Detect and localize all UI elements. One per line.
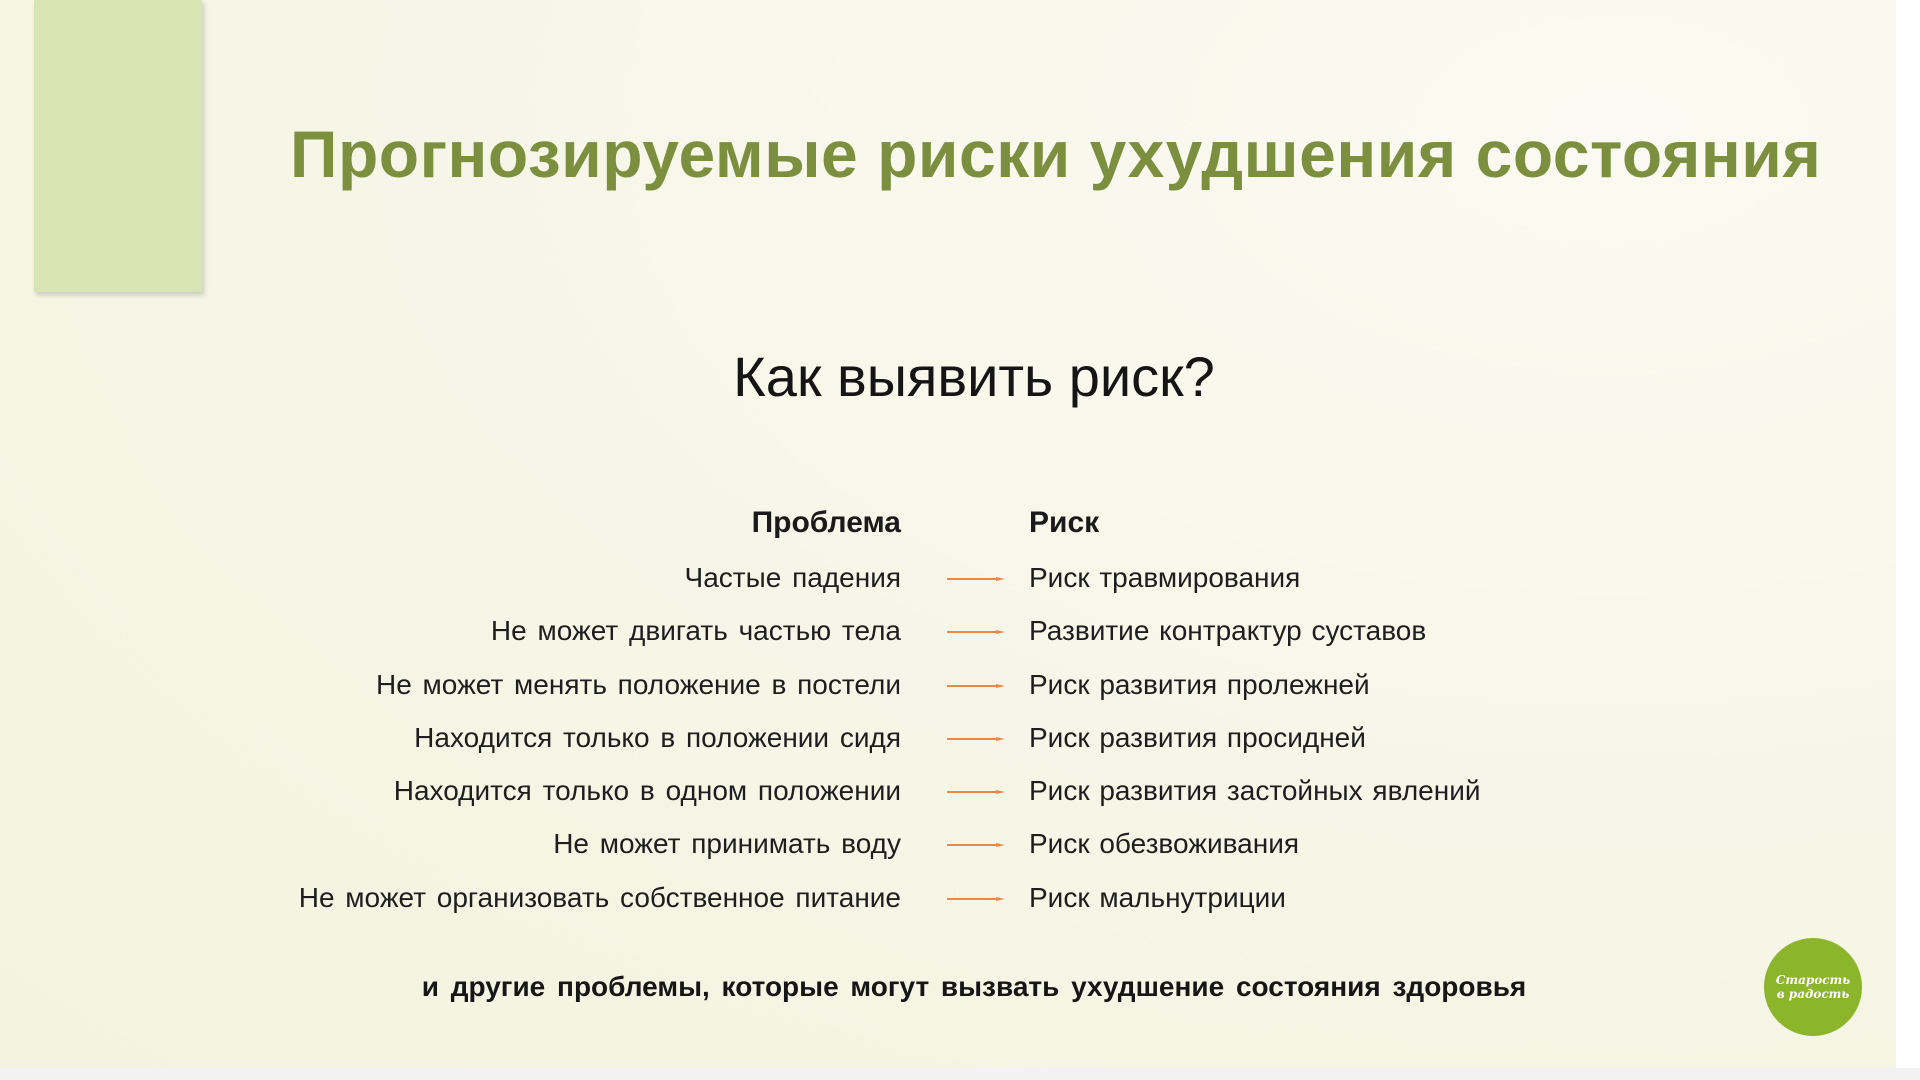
problem-text: Не может организовать собственное питание <box>298 881 901 913</box>
page-margin-right <box>1896 0 1920 1080</box>
risk-text: Риск развития просидней <box>1029 721 1366 753</box>
right-arrow-icon <box>947 684 1005 688</box>
right-arrow-icon <box>947 897 1005 901</box>
accent-block <box>34 0 202 292</box>
logo-text-line-2: в радость <box>1776 987 1850 1001</box>
list-item <box>0 772 1896 825</box>
list-item <box>0 879 1896 932</box>
footer-note: и другие проблемы, которые могут вызвать ухудшение состояния здоровья <box>421 971 1527 1002</box>
logo-text-line-1: Старость <box>1775 973 1851 987</box>
risk-text: Риск развития застойных явлений <box>1029 775 1481 807</box>
problem-text: Находится только в положении сидя <box>414 721 901 753</box>
problem-risk-list <box>0 559 1896 932</box>
risk-text: Риск развития пролежней <box>1029 668 1370 700</box>
right-arrow-icon <box>947 630 1005 634</box>
slide-title: Прогнозируемые риски ухудшения состояния <box>290 117 1822 191</box>
right-arrow-icon <box>947 577 1005 581</box>
list-item <box>0 666 1896 719</box>
problem-text: Находится только в одном положении <box>393 775 901 807</box>
list-item <box>0 612 1896 665</box>
slide-subtitle: Как выявить риск? <box>733 345 1215 408</box>
risk-column-header: Риск <box>1029 506 1100 539</box>
list-item <box>0 559 1896 612</box>
problem-text: Не может менять положение в постели <box>375 668 901 700</box>
problem-column-header: Проблема <box>751 506 901 539</box>
risk-text: Риск травмирования <box>1029 562 1301 593</box>
page-margin-bottom <box>0 1068 1920 1080</box>
right-arrow-icon <box>947 737 1005 741</box>
risk-text: Развитие контрактур суставов <box>1029 615 1427 647</box>
list-item <box>0 825 1896 878</box>
logo <box>1764 938 1862 1036</box>
risk-text: Риск мальнутриции <box>1029 881 1286 913</box>
right-arrow-icon <box>947 843 1005 847</box>
problem-text: Частые падения <box>684 562 901 593</box>
right-arrow-icon <box>947 790 1005 794</box>
problem-text: Не может двигать частью тела <box>490 615 901 647</box>
risk-text: Риск обезвоживания <box>1029 828 1300 860</box>
list-item <box>0 719 1896 772</box>
problem-text: Не может принимать воду <box>553 828 901 860</box>
